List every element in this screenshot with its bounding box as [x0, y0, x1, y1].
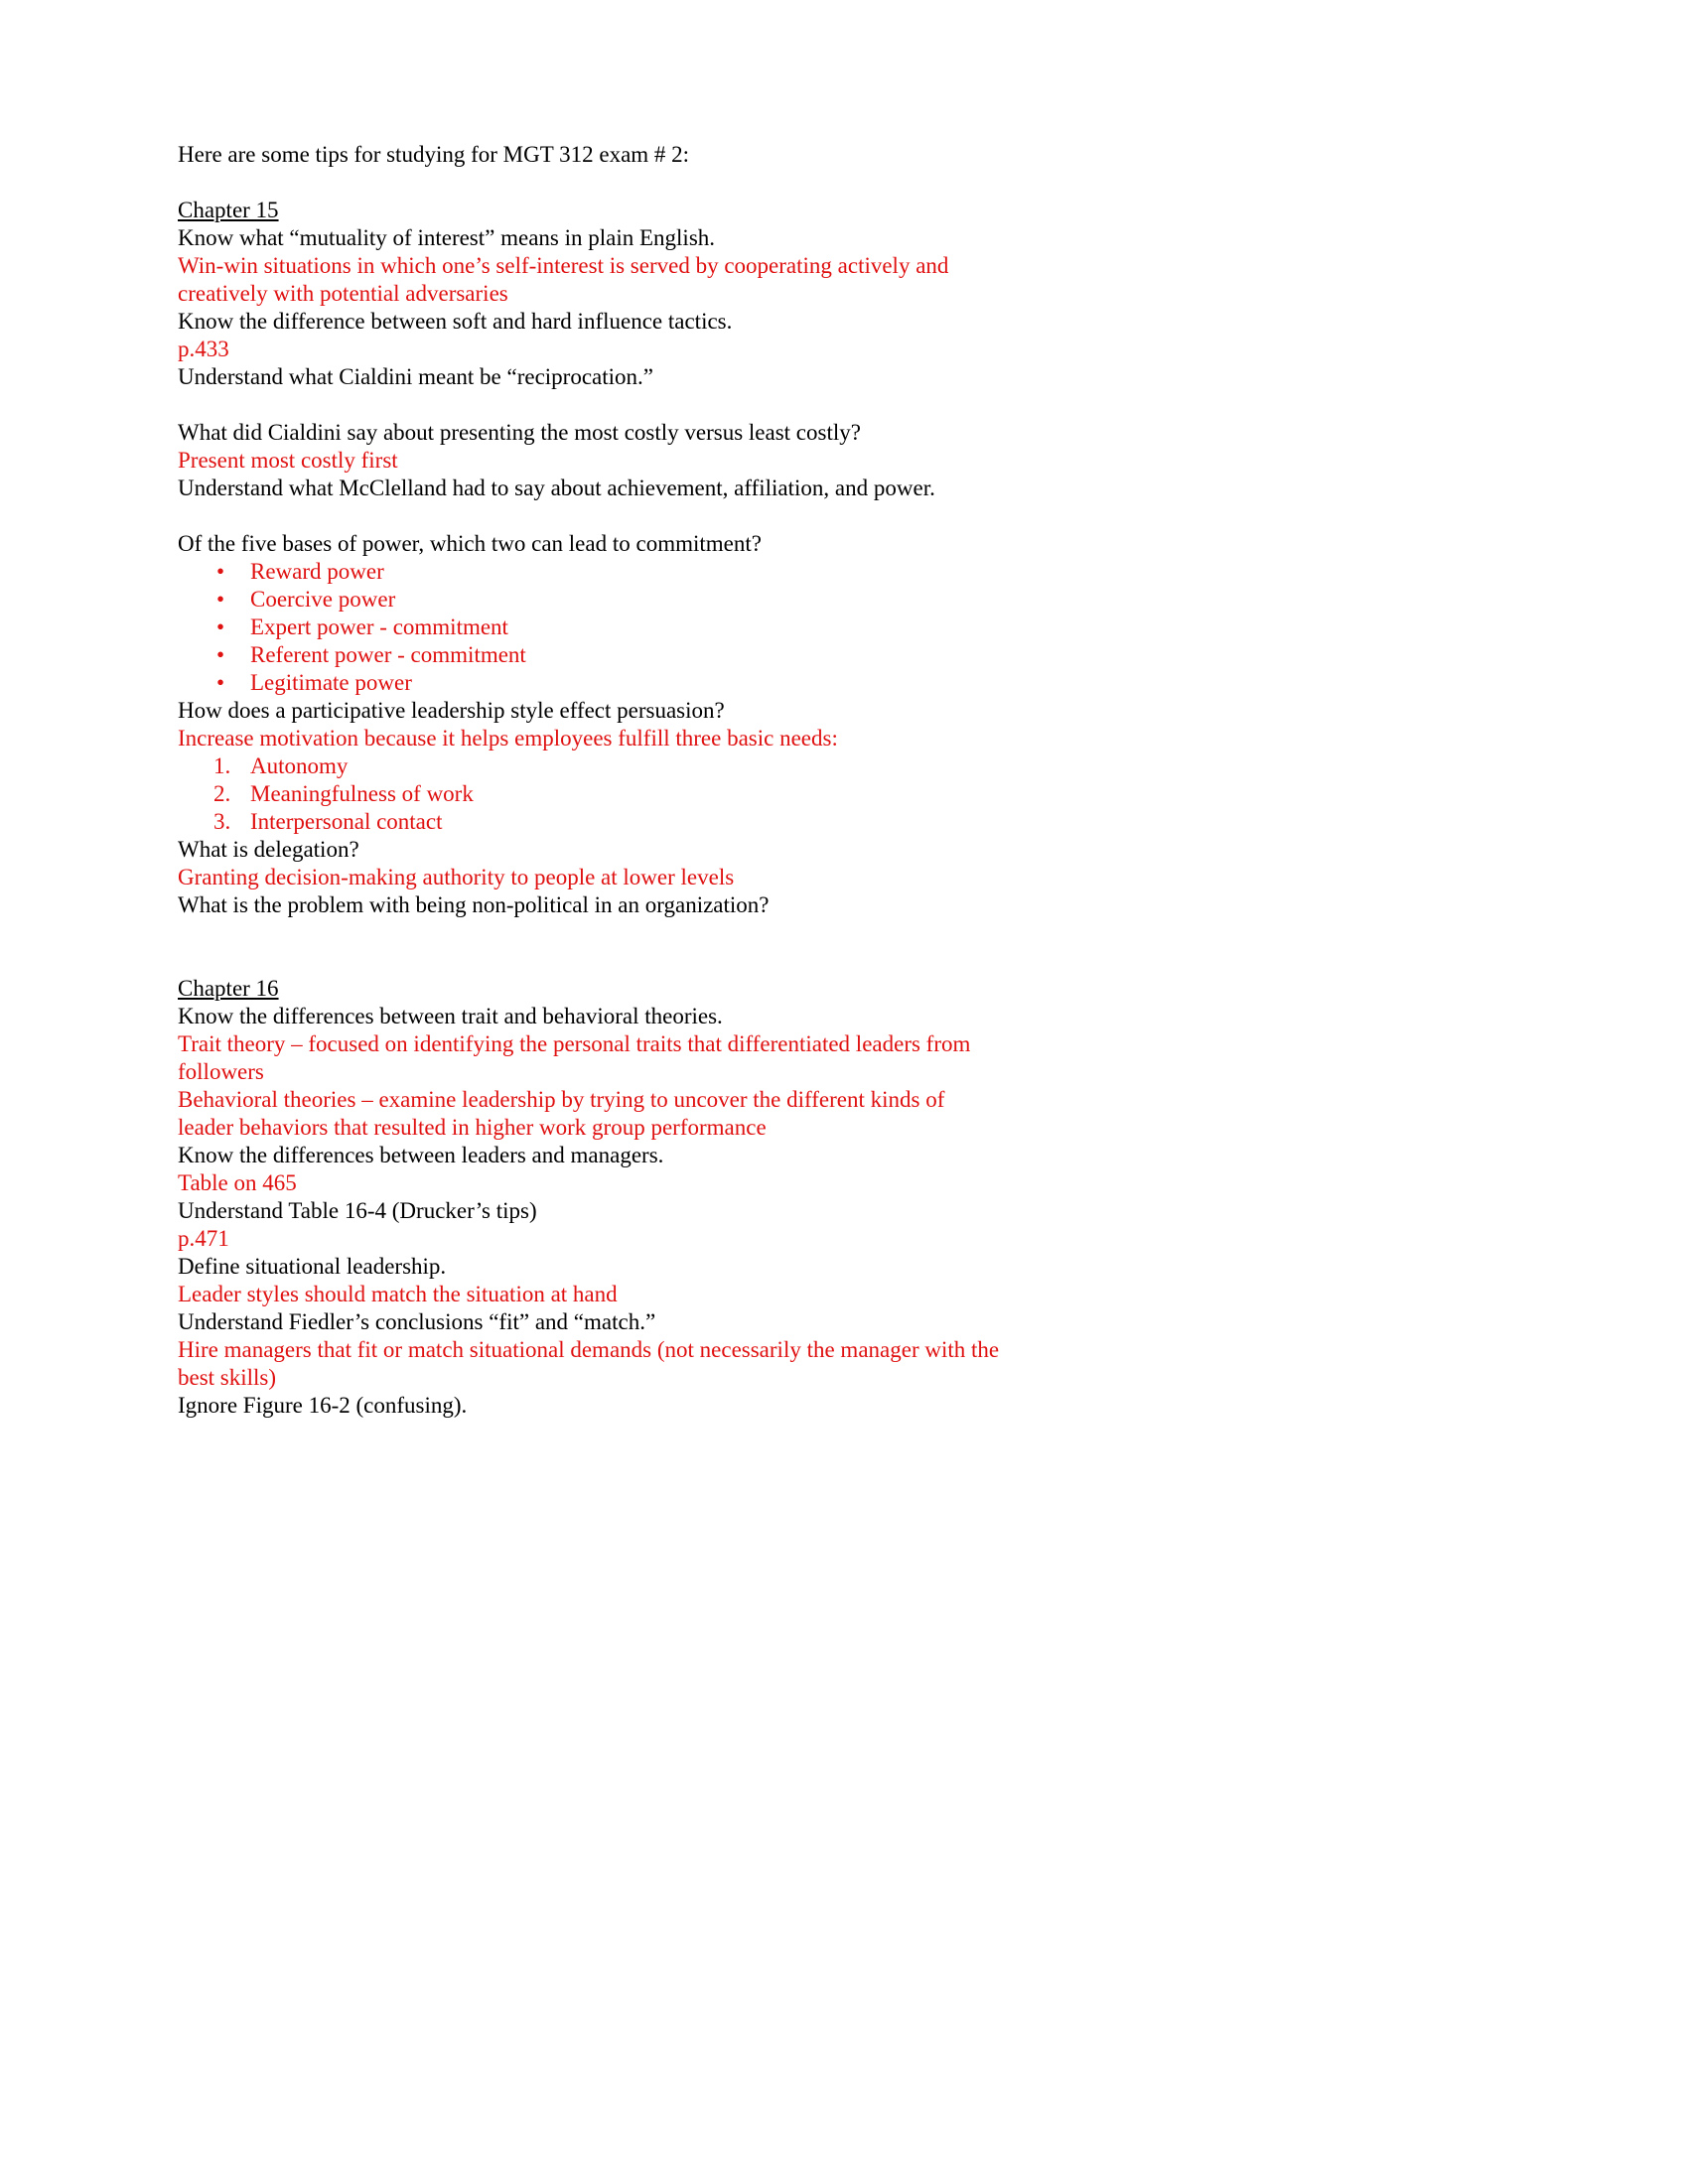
- text-line-content: creatively with potential adversaries: [178, 281, 508, 306]
- bullet-item: [178, 641, 1508, 669]
- text-line: [178, 891, 1508, 919]
- bullet-item-text: Coercive power: [250, 587, 396, 612]
- text-line-content: Present most costly first: [178, 448, 398, 473]
- text-line: [178, 252, 1508, 280]
- text-line: [178, 419, 1508, 447]
- blank-line: [178, 391, 1508, 419]
- text-line-content: p.471: [178, 1226, 229, 1251]
- numbered-item-marker: 2.: [213, 781, 231, 806]
- bullet-item-text: Legitimate power: [250, 670, 412, 695]
- text-line-content: Know the difference between soft and hard influence tactics.: [178, 309, 733, 334]
- bullet-icon: •: [216, 559, 225, 584]
- text-line: [178, 530, 1508, 558]
- bullet-icon: •: [216, 670, 225, 695]
- text-line-content: leader behaviors that resulted in higher work group performance: [178, 1115, 767, 1140]
- text-line: [178, 725, 1508, 752]
- text-line: [178, 308, 1508, 336]
- text-line-content: Understand Table 16-4 (Drucker’s tips): [178, 1198, 537, 1223]
- bullet-icon: •: [216, 587, 225, 612]
- text-line-content: Chapter 15: [178, 198, 279, 222]
- numbered-item-marker: 1.: [213, 753, 231, 778]
- bullet-item: [178, 669, 1508, 697]
- text-line-content: Know the differences between leaders and managers.: [178, 1143, 664, 1167]
- text-line: [178, 1253, 1508, 1281]
- text-line-content: What is delegation?: [178, 837, 359, 862]
- text-line: [178, 1392, 1508, 1420]
- bullet-item-text: Referent power - commitment: [250, 642, 526, 667]
- numbered-item-text: Interpersonal contact: [250, 809, 443, 834]
- blank-line: [178, 502, 1508, 530]
- text-line: [178, 1003, 1508, 1030]
- text-line: [178, 1281, 1508, 1308]
- text-line: [178, 836, 1508, 864]
- text-line-content: Know the differences between trait and behavioral theories.: [178, 1004, 723, 1028]
- text-line-content: Table on 465: [178, 1170, 297, 1195]
- document-body: [178, 141, 1508, 1420]
- text-line-content: Granting decision-making authority to people at lower levels: [178, 865, 735, 889]
- text-line: [178, 447, 1508, 475]
- text-line-content: Chapter 16: [178, 976, 279, 1001]
- text-line: [178, 336, 1508, 363]
- text-line-content: Trait theory – focused on identifying the personal traits that differentiated leaders from: [178, 1031, 971, 1056]
- text-line-content: Understand what McClelland had to say about achievement, affiliation, and power.: [178, 476, 935, 500]
- text-line-content: Leader styles should match the situation at hand: [178, 1282, 618, 1306]
- text-line: [178, 1225, 1508, 1253]
- text-line-content: Increase motivation because it helps employees fulfill three basic needs:: [178, 726, 838, 751]
- numbered-item-text: Meaningfulness of work: [250, 781, 474, 806]
- text-line: [178, 1030, 1508, 1058]
- bullet-icon: •: [216, 614, 225, 639]
- text-line-content: followers: [178, 1059, 264, 1084]
- bullet-item: [178, 614, 1508, 641]
- text-line: [178, 475, 1508, 502]
- text-line-content: Understand Fiedler’s conclusions “fit” and “match.”: [178, 1309, 656, 1334]
- text-line: [178, 1058, 1508, 1086]
- section-heading: [178, 197, 1508, 224]
- text-line: [178, 363, 1508, 391]
- text-line: [178, 1114, 1508, 1142]
- text-line: [178, 141, 1508, 169]
- numbered-item-text: Autonomy: [250, 753, 349, 778]
- numbered-item: [178, 780, 1508, 808]
- text-line-content: Win-win situations in which one’s self-interest is served by cooperating actively and: [178, 253, 949, 278]
- blank-line: [178, 169, 1508, 197]
- bullet-item: [178, 558, 1508, 586]
- bullet-icon: •: [216, 642, 225, 667]
- text-line-content: Hire managers that fit or match situational demands (not necessarily the manager with the: [178, 1337, 1000, 1362]
- text-line: [178, 1169, 1508, 1197]
- text-line-content: p.433: [178, 337, 229, 361]
- text-line-content: What did Cialdini say about presenting the most costly versus least costly?: [178, 420, 861, 445]
- numbered-item: [178, 752, 1508, 780]
- text-line: [178, 1086, 1508, 1114]
- bullet-item-text: Reward power: [250, 559, 384, 584]
- text-line: [178, 1336, 1508, 1364]
- text-line-content: Ignore Figure 16-2 (confusing).: [178, 1393, 468, 1418]
- text-line-content: Know what “mutuality of interest” means in plain English.: [178, 225, 716, 250]
- text-line: [178, 1364, 1508, 1392]
- text-line-content: Understand what Cialdini meant be “reciprocation.”: [178, 364, 653, 389]
- text-line: [178, 1142, 1508, 1169]
- text-line-content: What is the problem with being non-political in an organization?: [178, 892, 770, 917]
- numbered-item: [178, 808, 1508, 836]
- text-line-content: Here are some tips for studying for MGT 312 exam # 2:: [178, 142, 690, 167]
- numbered-item-marker: 3.: [213, 809, 231, 834]
- text-line-content: Of the five bases of power, which two can lead to commitment?: [178, 531, 762, 556]
- text-line-content: How does a participative leadership style effect persuasion?: [178, 698, 725, 723]
- bullet-item: [178, 586, 1508, 614]
- text-line: [178, 1308, 1508, 1336]
- text-line: [178, 697, 1508, 725]
- text-line-content: best skills): [178, 1365, 277, 1390]
- section-heading: [178, 975, 1508, 1003]
- text-line: [178, 864, 1508, 891]
- text-line-content: Define situational leadership.: [178, 1254, 447, 1279]
- text-line: [178, 1197, 1508, 1225]
- text-line: [178, 280, 1508, 308]
- blank-line: [178, 919, 1508, 975]
- text-line-content: Behavioral theories – examine leadership by trying to uncover the different kinds of: [178, 1087, 945, 1112]
- text-line: [178, 224, 1508, 252]
- bullet-item-text: Expert power - commitment: [250, 614, 508, 639]
